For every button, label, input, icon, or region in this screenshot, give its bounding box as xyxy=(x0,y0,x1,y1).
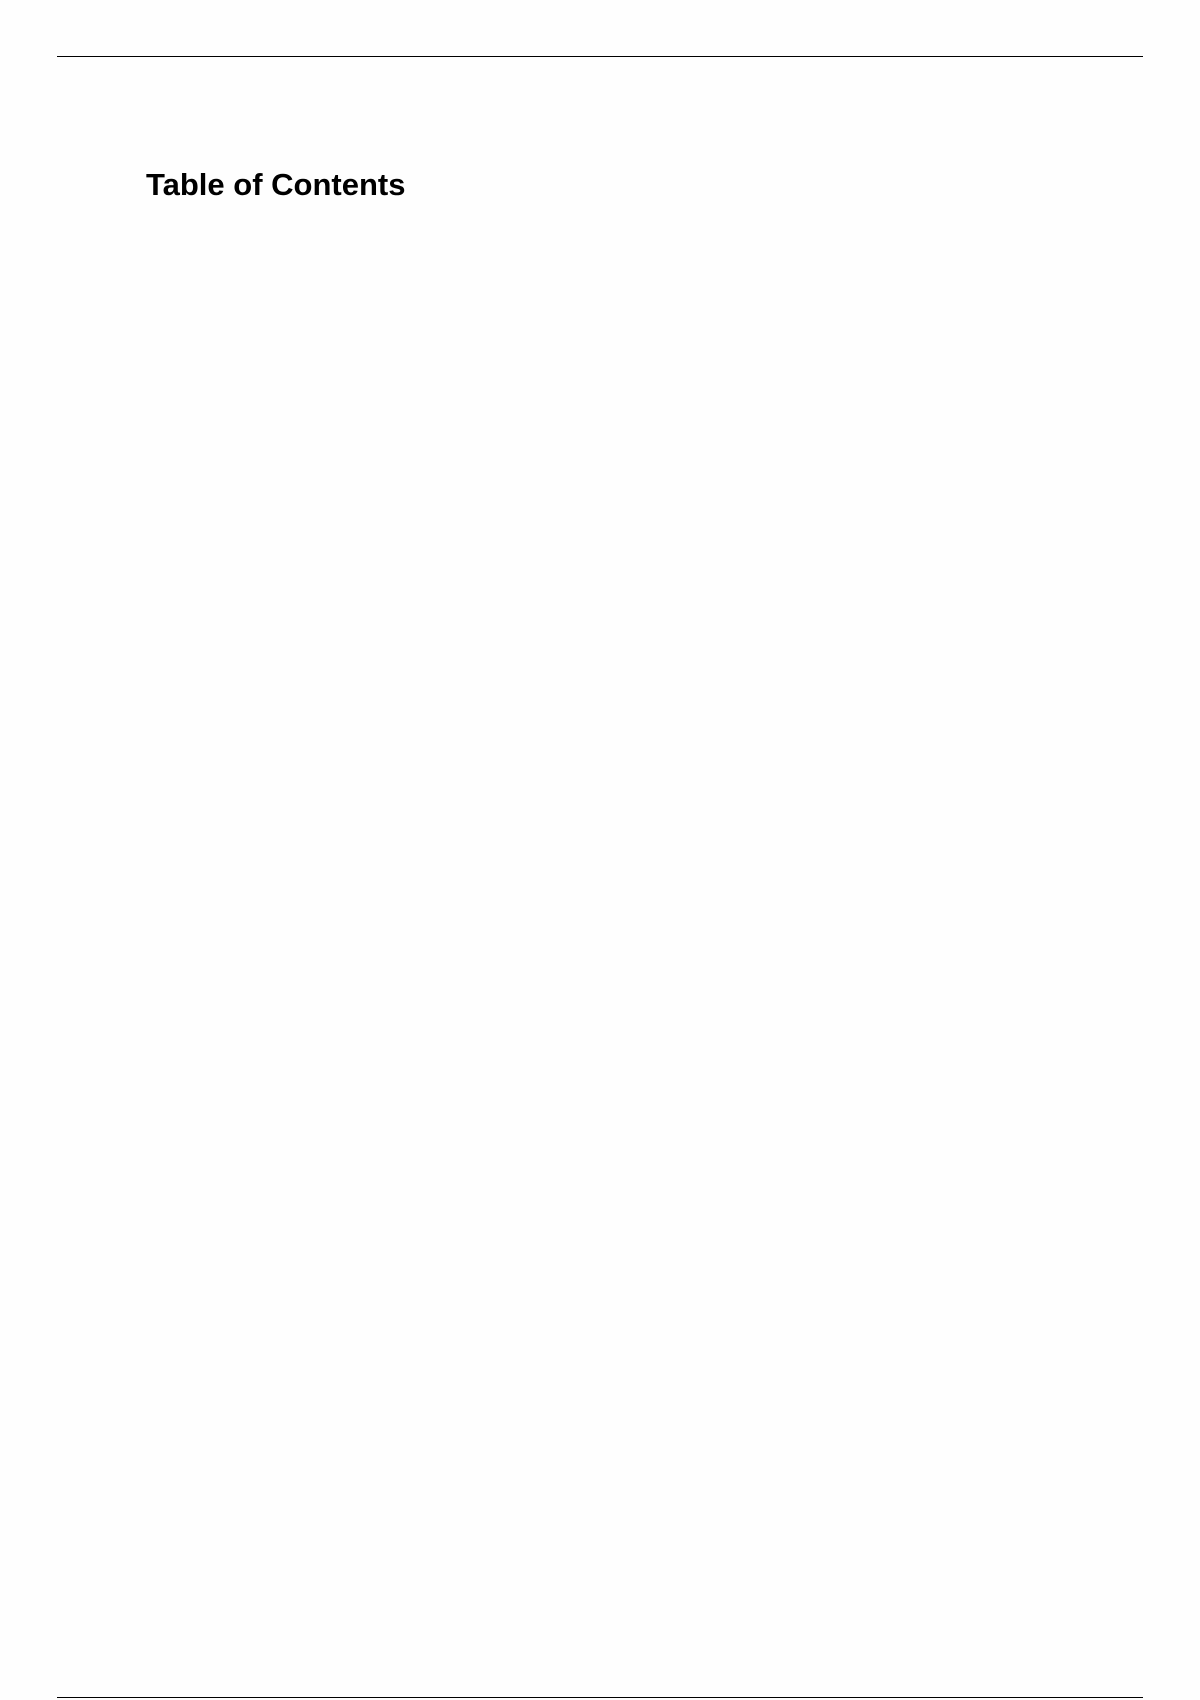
header-rule xyxy=(57,56,1143,57)
footer-rule xyxy=(57,1697,1143,1698)
toc-title: Table of Contents xyxy=(146,167,406,202)
